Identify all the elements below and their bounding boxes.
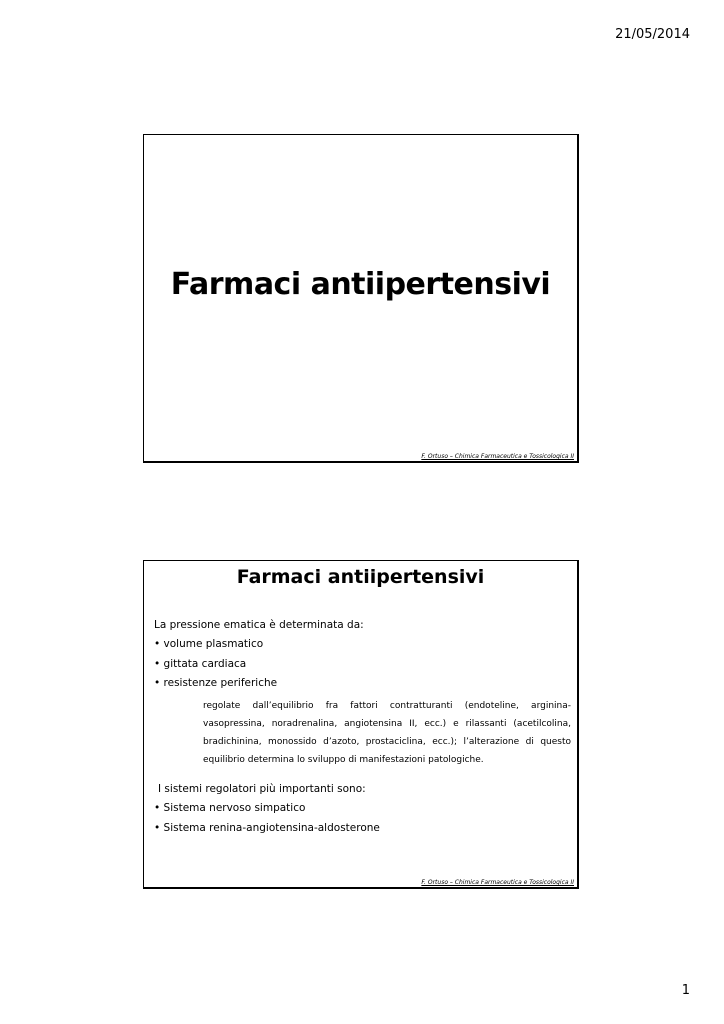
page-date: 21/05/2014 xyxy=(615,27,690,42)
slide-2-intro-2: I sistemi regolatori più importanti sono: xyxy=(158,783,366,796)
spacer xyxy=(154,769,571,783)
bullet-item: • Sistema renina-angiotensina-aldosterone xyxy=(154,821,380,834)
page-number: 1 xyxy=(681,983,690,998)
slide-2-detail: regolate dall’equilibrio fra fattori contratturanti (endoteline, arginina-vasopressina, noradrenalina, angiotensina II, ecc.) e rilassanti (acetilcolina, bradichinina, monossido d’azoto, prostaciclina, ecc.); l’alterazione di questo equilibrio determina lo sviluppo di manifestazioni patologiche. xyxy=(203,700,571,766)
slide-2 xyxy=(143,560,579,889)
slide-1 xyxy=(143,134,579,463)
slide-2-intro: La pressione ematica è determinata da: xyxy=(154,619,364,631)
bullet-item: • resistenze periferiche xyxy=(154,677,278,689)
bullet-item: • Sistema nervoso simpatico xyxy=(154,802,306,815)
slide-1-footer: F. Ortuso – Chimica Farmaceutica e Tossicologica II xyxy=(421,453,574,460)
bullet-item: • volume plasmatico xyxy=(154,638,264,650)
slide-2-title: Farmaci antiipertensivi xyxy=(236,566,485,588)
slide-1-title: Farmaci antiipertensivi xyxy=(170,267,551,302)
slide-2-footer: F. Ortuso – Chimica Farmaceutica e Tossicologica II xyxy=(421,879,574,886)
slide-2-body xyxy=(154,619,571,841)
bullet-item: • gittata cardiaca xyxy=(154,657,247,670)
